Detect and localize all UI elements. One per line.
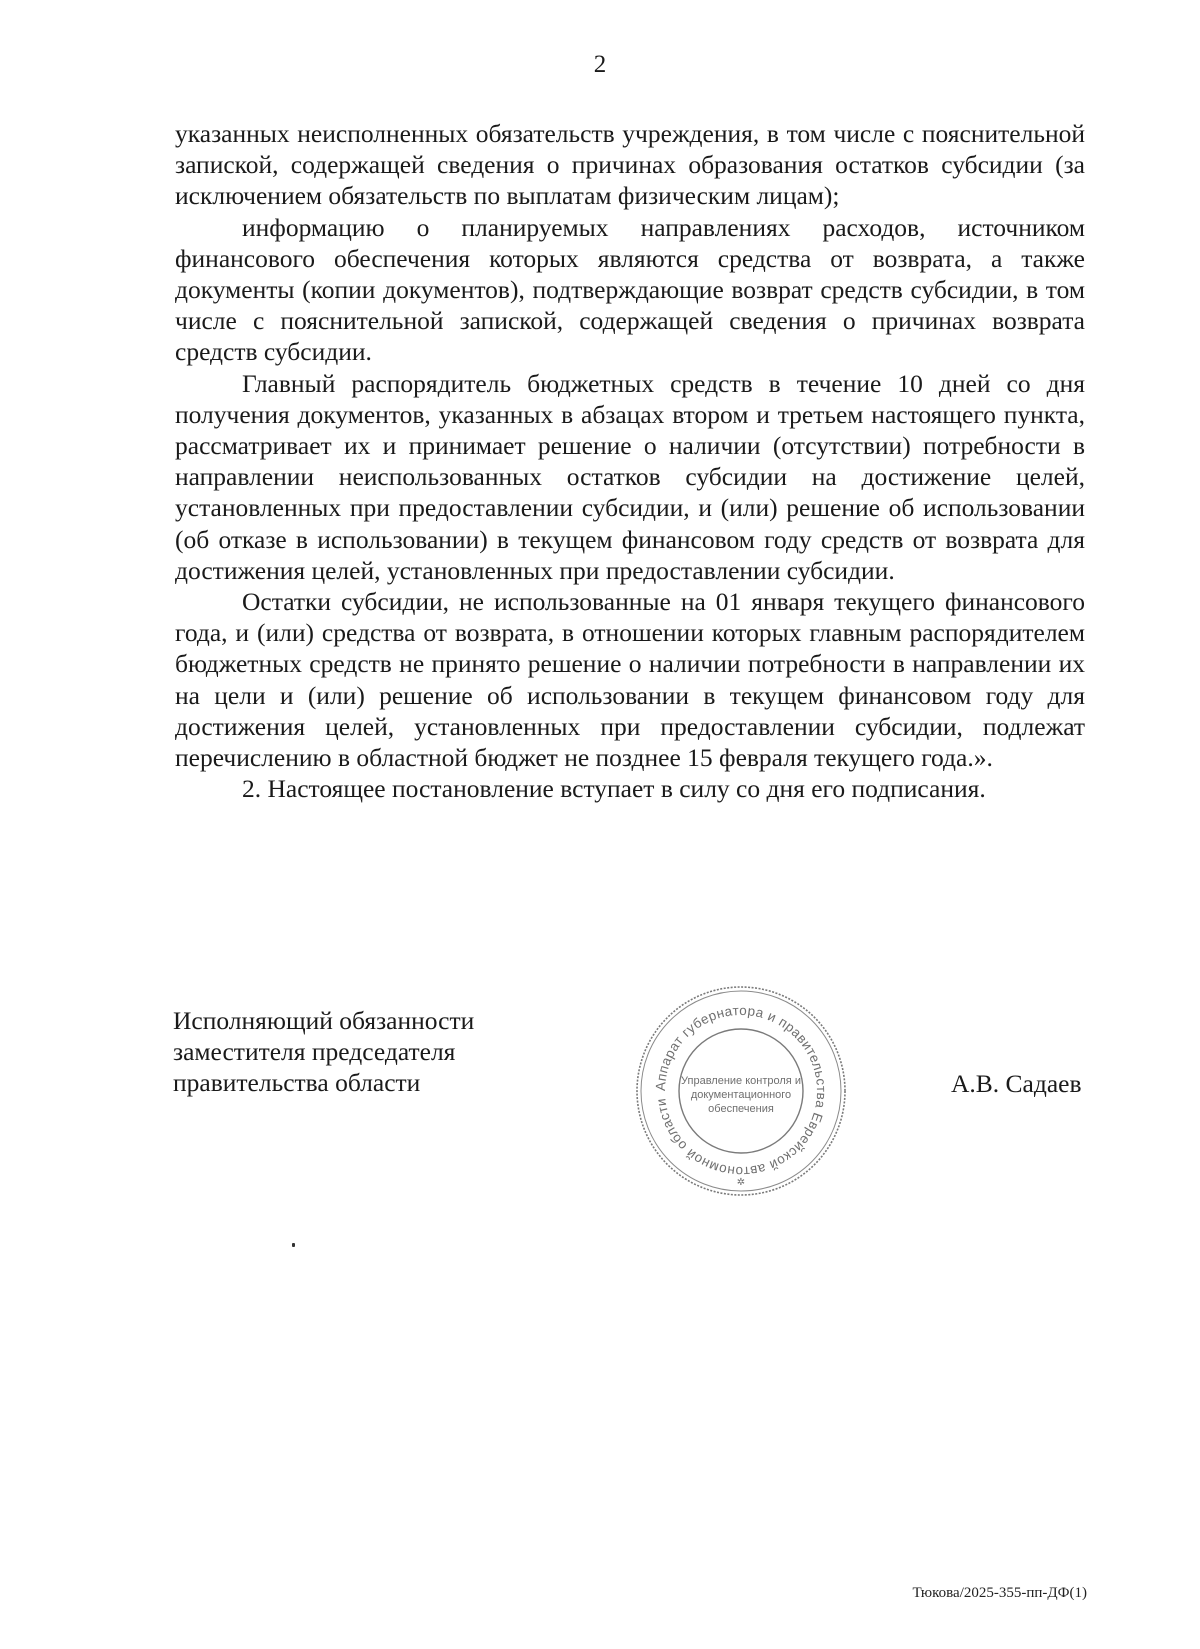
paragraph: указанных неисполненных обязательств учреждения, в том числе с пояснительной запиской, содержащей сведения о причинах образования остатков субсидии (за исключением обязательств по выплатам физическим лицам); (175, 119, 1085, 211)
stamp-star-icon: ✲ (736, 1177, 746, 1188)
paragraph: Остатки субсидии, не использованные на 01 января текущего финансового года, и (или) средства от возврата, в отношении которых главным распорядителем бюджетных средств не принято решение о наличии потребности в направлении их на цели и (или) решение об использовании в текущем финансовом году для достижения целей, установленных при предоставлении субсидии, подлежат перечислению в областной бюджет не позднее 15 февраля текущего года.». (175, 587, 1085, 773)
paragraph: Главный распорядитель бюджетных средств в течение 10 дней со дня получения документов, указанных в абзацах втором и третьем настоящего пункта, рассматривает их и принимает решение о наличии (отсутствии) потребности в направлении неиспользованных остатков субсидии на достижение целей, установленных при предоставлении субсидии, и (или) решение об использовании (об отказе в использовании) в текущем финансовом году средств от возврата для достижения целей, установленных при предоставлении субсидии. (175, 368, 1085, 585)
scan-speck (292, 1243, 295, 1247)
stamp-inner-line: обеспечения (708, 1103, 774, 1115)
stamp-inner-line: документационного (690, 1089, 792, 1101)
signatory-position-line: Исполняющий обязанности (173, 1006, 475, 1035)
paragraph: информацию о планируемых направлениях расходов, источником финансового обеспечения которых являются средства от возврата, а также документы (копии документов), подтверждающие возврат средств субсидии, в том числе с пояснительной запиской, содержащей сведения о причинах возврата средств субсидии. (175, 212, 1085, 367)
signatory-position-line: заместителя председателя (173, 1037, 456, 1066)
document-reference-code: Тюкова/2025-355-пп-ДФ(1) (912, 1585, 1087, 1601)
signatory-position-line: правительства области (173, 1068, 421, 1097)
document-body (175, 118, 1085, 804)
signatory-position (173, 1005, 533, 1098)
page-number: 2 (593, 51, 607, 78)
paragraph: 2. Настоящее постановление вступает в силу со дня его подписания. (242, 774, 986, 804)
stamp-outer-text-path: Аппарат губернатора и правительства Еврейской автономной области (652, 1002, 830, 1180)
stamp-inner-line: Управление контроля и (681, 1075, 801, 1087)
official-stamp (630, 980, 852, 1202)
signatory-name: А.В. Садаев (951, 1069, 1082, 1098)
